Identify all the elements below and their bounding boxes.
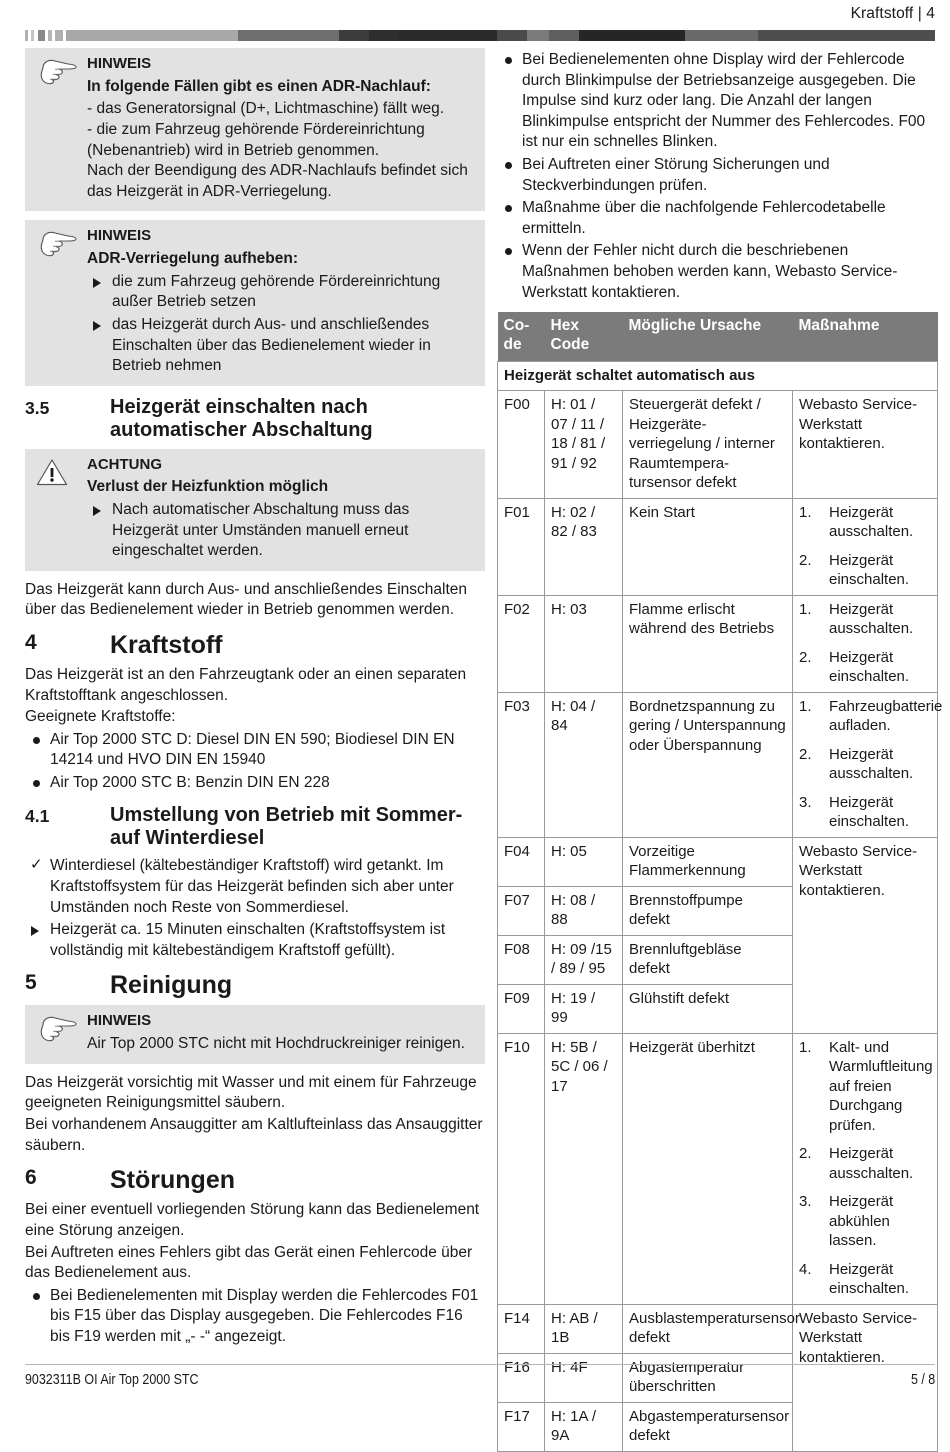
- heading-number: 3.5: [25, 397, 50, 418]
- cell-cause: Flamme erlischt während des Betriebs: [623, 595, 793, 692]
- cell-cause: Ausblastemperatursensor defekt: [623, 1304, 793, 1353]
- measure-step: [799, 551, 931, 590]
- decorative-bar-segment: [38, 30, 45, 41]
- error-code-table: [497, 312, 943, 1452]
- cell-measure: [793, 595, 938, 692]
- cell-hex-code: H: 02 / 82 / 83: [545, 498, 623, 595]
- decorative-bar-segment: [66, 30, 238, 41]
- list-item: Maßnahme über die nachfolgende Fehlercodetabelle ermitteln.: [497, 198, 937, 239]
- column-header-hex: Hex Code: [545, 312, 623, 361]
- cell-hex-code: H: 01 / 07 / 11 / 18 / 81 / 91 / 92: [545, 391, 623, 499]
- action-list-sec41: [25, 920, 485, 961]
- caution-box-heizfunktion: [25, 449, 485, 571]
- cell-measure: Webasto Service-Werkstatt kontaktieren.: [793, 1304, 938, 1451]
- cell-measure: [793, 498, 938, 595]
- decorative-bar-segment: [527, 30, 549, 41]
- measure-step-number: 1.: [799, 697, 812, 715]
- cell-cause: Steuergerät defekt / Heizgeräte-verriegelung / interner Raumtempera-tursensor defekt: [623, 391, 793, 499]
- measure-step-number: 1.: [799, 600, 812, 618]
- cell-code: F07: [498, 886, 545, 935]
- decorative-bar-segment: [579, 30, 685, 41]
- heading-title: Störungen: [110, 1166, 235, 1195]
- note-line: Nach der Beendigung des ADR-Nachlaufs befindet sich das Heizgerät in ADR-Verriegelung.: [87, 162, 468, 200]
- measure-step: [799, 648, 931, 687]
- caution-subtitle: Verlust der Heizfunktion möglich: [87, 478, 329, 496]
- cell-hex-code: H: 05: [545, 837, 623, 886]
- decorative-bar-segment: [758, 30, 935, 41]
- cell-measure: Webasto Service-Werkstatt kontaktieren.: [793, 837, 938, 1033]
- measure-step-list: [799, 1038, 931, 1299]
- decorative-bar-segment: [549, 30, 579, 41]
- note-box-adr-nachlauf: [25, 48, 485, 211]
- cell-hex-code: H: 5B / 5C / 06 / 17: [545, 1033, 623, 1304]
- measure-step-number: 1.: [799, 503, 812, 521]
- measure-step: [799, 697, 943, 736]
- table-row: [498, 498, 938, 595]
- decorative-bar-segment: [398, 30, 497, 41]
- cell-hex-code: H: 1A / 9A: [545, 1402, 623, 1451]
- precondition-list: [25, 856, 485, 918]
- cell-code: F09: [498, 984, 545, 1033]
- cell-cause: Abgastemperatur überschritten: [623, 1353, 793, 1402]
- cell-cause: Brennluftgebläse defekt: [623, 935, 793, 984]
- heading-title: Umstellung von Betrieb mit Sommer- auf Winterdiesel: [110, 803, 463, 850]
- measure-step-number: 2.: [799, 551, 812, 569]
- paragraph-sec5-2: Bei vorhandenem Ansauggitter am Kaltlufteinlass das Ansauggitter säubern.: [25, 1116, 483, 1154]
- measure-step-text: Heizgerät einschalten.: [829, 551, 910, 589]
- paragraph-sec6-2: Bei Auftreten eines Fehlers gibt das Gerät einen Fehlercode über das Bedienelement aus.: [25, 1243, 473, 1282]
- cell-cause: Heizgerät überhitzt: [623, 1033, 793, 1304]
- pointing-hand-icon: [35, 56, 81, 86]
- list-item: Heizgerät ca. 15 Minuten einschalten (Kraftstoffsystem ist vollständig mit kältebeständigem Kraftstoff gefüllt).: [25, 920, 485, 961]
- footer-divider: [25, 1364, 935, 1365]
- caution-label: ACHTUNG: [87, 455, 162, 473]
- table-row: [498, 1304, 938, 1353]
- page-footer: [25, 1364, 935, 1388]
- list-item: Wenn der Fehler nicht durch die beschriebenen Maßnahmen behoben werden kann, Webasto Service-Werkstatt kontaktieren.: [497, 241, 937, 303]
- page-header: [25, 0, 935, 42]
- cell-hex-code: H: 4F: [545, 1353, 623, 1402]
- measure-step: [799, 1260, 931, 1299]
- heading-number: 5: [25, 971, 37, 995]
- measure-step-number: 2.: [799, 1145, 812, 1163]
- cell-cause: Kein Start: [623, 498, 793, 595]
- measure-step-text: Heizgerät einschalten.: [829, 793, 910, 831]
- heading-4-1: [25, 804, 485, 851]
- measure-step: [799, 1038, 931, 1136]
- note-subtitle: ADR-Verriegelung aufheben:: [87, 250, 298, 268]
- measure-step: [799, 600, 931, 639]
- note-box-adr-verriegelung: [25, 220, 485, 385]
- cell-code: F00: [498, 391, 545, 499]
- list-item: Nach automatischer Abschaltung muss das Heizgerät unter Umständen manuell erneut eingeschaltet werden.: [87, 500, 475, 562]
- paragraph-sec4-1: Das Heizgerät ist an den Fahrzeugtank oder an einen separaten Kraftstofftank angeschlossen.: [25, 666, 467, 704]
- table-group-label: Heizgerät schaltet automatisch aus: [498, 361, 938, 391]
- paragraph-after-caution: Das Heizgerät kann durch Aus- und anschließendes Einschalten über das Bedienelement wieder in Betrieb genommen werden.: [25, 580, 468, 619]
- column-header-measure: Maßnahme: [793, 312, 938, 361]
- warning-triangle-icon: [35, 457, 81, 487]
- fault-display-list: [25, 1286, 485, 1348]
- cell-measure: [793, 1033, 938, 1304]
- heading-title: Heizgerät einschalten nach automatischer Abschaltung: [110, 395, 373, 442]
- fuel-type-list: [25, 730, 485, 794]
- cell-hex-code: H: 08 / 88: [545, 886, 623, 935]
- cell-code: F14: [498, 1304, 545, 1353]
- measure-step-text: Heizgerät ausschalten.: [829, 503, 914, 541]
- list-item-text: Winterdiesel (kältebeständiger Kraftstoff) wird getankt. Im Kraftstoffsystem für das Heizgerät befinden sich aber unter Umständen noch Reste von Sommerdiesel.: [50, 857, 454, 916]
- checkmark-icon: ✓: [30, 856, 43, 874]
- heading-title: Reinigung: [110, 971, 233, 1000]
- measure-step-number: 3.: [799, 1193, 812, 1211]
- measure-step-number: 1.: [799, 1038, 812, 1056]
- cell-code: F03: [498, 692, 545, 837]
- cell-cause: Vorzeitige Flammerkennung: [623, 837, 793, 886]
- heading-6: [25, 1166, 485, 1194]
- list-item: Air Top 2000 STC D: Diesel DIN EN 590; Biodiesel DIN EN 14214 und HVO DIN EN 15940: [25, 730, 485, 771]
- cell-hex-code: H: AB / 1B: [545, 1304, 623, 1353]
- decorative-bar-segment: [497, 30, 527, 41]
- cell-hex-code: H: 04 / 84: [545, 692, 623, 837]
- caution-action-list: [87, 500, 475, 562]
- list-item: die zum Fahrzeug gehörende Fördereinrichtung außer Betrieb setzen: [87, 272, 475, 313]
- note-subtitle: In folgende Fällen gibt es einen ADR-Nachlauf:: [87, 77, 431, 95]
- column-header-code: Co- de: [498, 312, 545, 361]
- cell-hex-code: H: 19 / 99: [545, 984, 623, 1033]
- cell-cause: Bordnetzspannung zu gering / Unterspannung oder Überspannung: [623, 692, 793, 837]
- table-body: [498, 361, 943, 1451]
- footer-page-number: 5 / 8: [910, 1372, 935, 1388]
- cell-cause: Glühstift defekt: [623, 984, 793, 1033]
- table-header-row: [498, 312, 938, 361]
- measure-step-text: Heizgerät einschalten.: [829, 648, 910, 686]
- list-item: [25, 856, 485, 918]
- pointing-hand-icon: [35, 228, 81, 258]
- heading-number: 6: [25, 1166, 37, 1190]
- note-line: - das Generatorsignal (D+, Lichtmaschine) fällt weg.: [87, 100, 445, 118]
- decorative-bar-segment: [685, 30, 758, 41]
- measure-step: [799, 745, 931, 784]
- heading-number: 4.1: [25, 805, 50, 826]
- cell-code: F16: [498, 1353, 545, 1402]
- table-row: [498, 595, 938, 692]
- heading-title: Kraftstoff: [110, 631, 223, 659]
- cell-code: F08: [498, 935, 545, 984]
- measure-step: [799, 503, 931, 542]
- measure-step-number: 2.: [799, 648, 812, 666]
- cell-code: F10: [498, 1033, 545, 1304]
- measure-step-list: [799, 503, 931, 590]
- fault-handling-list: [497, 50, 937, 303]
- cell-code: F01: [498, 498, 545, 595]
- table-header: [498, 312, 938, 361]
- column-header-cause: Mögliche Ursache: [623, 312, 793, 361]
- table-row: [498, 837, 938, 886]
- pointing-hand-icon: [35, 1013, 81, 1043]
- measure-step-list: [799, 600, 931, 687]
- measure-step-text: Fahrzeugbatterie aufladen.: [829, 697, 943, 735]
- measure-step: [799, 1192, 931, 1251]
- measure-step-text: Heizgerät abkühlen lassen.: [829, 1193, 894, 1250]
- table-row: [498, 692, 938, 837]
- decorative-bar-segment: [339, 30, 369, 41]
- decorative-bar-segment: [369, 30, 397, 41]
- cell-code: F04: [498, 837, 545, 886]
- measure-step-text: Heizgerät ausschalten.: [829, 1145, 914, 1182]
- measure-step-text: Heizgerät ausschalten.: [829, 600, 914, 638]
- note-label: HINWEIS: [87, 1012, 152, 1030]
- note-action-list: [87, 272, 475, 377]
- list-item: das Heizgerät durch Aus- und anschließendes Einschalten über das Bedienelement wieder in Betrieb nehmen: [87, 315, 475, 377]
- measure-step-number: 3.: [799, 793, 812, 811]
- cell-cause: Abgastemperatursensor defekt: [623, 1402, 793, 1451]
- measure-step-text: Heizgerät ausschalten.: [829, 745, 914, 783]
- measure-step-number: 2.: [799, 745, 812, 763]
- list-item: Air Top 2000 STC B: Benzin DIN EN 228: [25, 773, 485, 794]
- cell-measure: Webasto Service-Werkstatt kontaktieren.: [793, 391, 938, 499]
- decorative-bar-segment: [55, 30, 63, 41]
- list-item: Bei Bedienelementen ohne Display wird der Fehlercode durch Blinkimpulse der Betriebsanzeige ausgegeben. Die Impulse sind kurz oder lang. Die Anzahl der langen Blinkimpulse entspricht der Nummer des Fehlercodes. F00 ist nur ein schnelles Blinken.: [497, 50, 937, 153]
- heading-5: [25, 971, 485, 999]
- cell-hex-code: H: 09 /15 / 89 / 95: [545, 935, 623, 984]
- table-row: [498, 391, 938, 499]
- cell-cause: Brennstoffpumpe defekt: [623, 886, 793, 935]
- cell-hex-code: H: 03: [545, 595, 623, 692]
- table-row: [498, 1033, 938, 1304]
- list-item: Bei Bedienelementen mit Display werden die Fehlercodes F01 bis F15 über das Display ausgegeben. Die Fehlercodes F16 bis F19 werden mit „- -“ angezeigt.: [25, 1286, 485, 1348]
- paragraph-sec6-1: Bei einer eventuell vorliegenden Störung kann das Bedienelement eine Störung anzeigen.: [25, 1201, 480, 1239]
- note-label: HINWEIS: [87, 227, 152, 245]
- right-column: [497, 48, 943, 1452]
- measure-step-text: Kalt- und Warmluftleitung auf freien Durchgang prüfen.: [829, 1038, 933, 1134]
- footer-document-id: 9032311B OI Air Top 2000 STC: [25, 1372, 199, 1388]
- measure-step: [799, 793, 931, 832]
- measure-step: [799, 1144, 931, 1183]
- measure-step-number: 4.: [799, 1260, 812, 1278]
- header-title: Kraftstoff | 4: [850, 5, 935, 22]
- heading-4: [25, 631, 485, 659]
- cell-measure: [793, 692, 943, 837]
- heading-number: 4: [25, 631, 37, 654]
- paragraph-sec5-1: Das Heizgerät vorsichtig mit Wasser und mit einem für Fahrzeuge geeigneten Reinigungsmittel säubern.: [25, 1073, 477, 1112]
- note-label: HINWEIS: [87, 55, 152, 72]
- note-line: Air Top 2000 STC nicht mit Hochdruckreiniger reinigen.: [87, 1035, 465, 1053]
- cell-code: F17: [498, 1402, 545, 1451]
- table-group-row: [498, 361, 938, 391]
- list-item: Bei Auftreten einer Störung Sicherungen und Steckverbindungen prüfen.: [497, 155, 937, 196]
- measure-step-list: [799, 697, 943, 832]
- paragraph-sec4-2: Geeignete Kraftstoffe:: [25, 708, 176, 726]
- note-line: - die zum Fahrzeug gehörende Fördereinrichtung (Nebenantrieb) wird in Betrieb genommen.: [87, 120, 425, 159]
- cell-code: F02: [498, 595, 545, 692]
- heading-3-5: [25, 396, 485, 443]
- note-box-reinigung: [25, 1005, 485, 1063]
- left-column: [25, 48, 485, 1348]
- decorative-bar: [25, 30, 935, 41]
- decorative-bar-segment: [238, 30, 339, 41]
- measure-step-text: Heizgerät einschalten.: [829, 1260, 910, 1298]
